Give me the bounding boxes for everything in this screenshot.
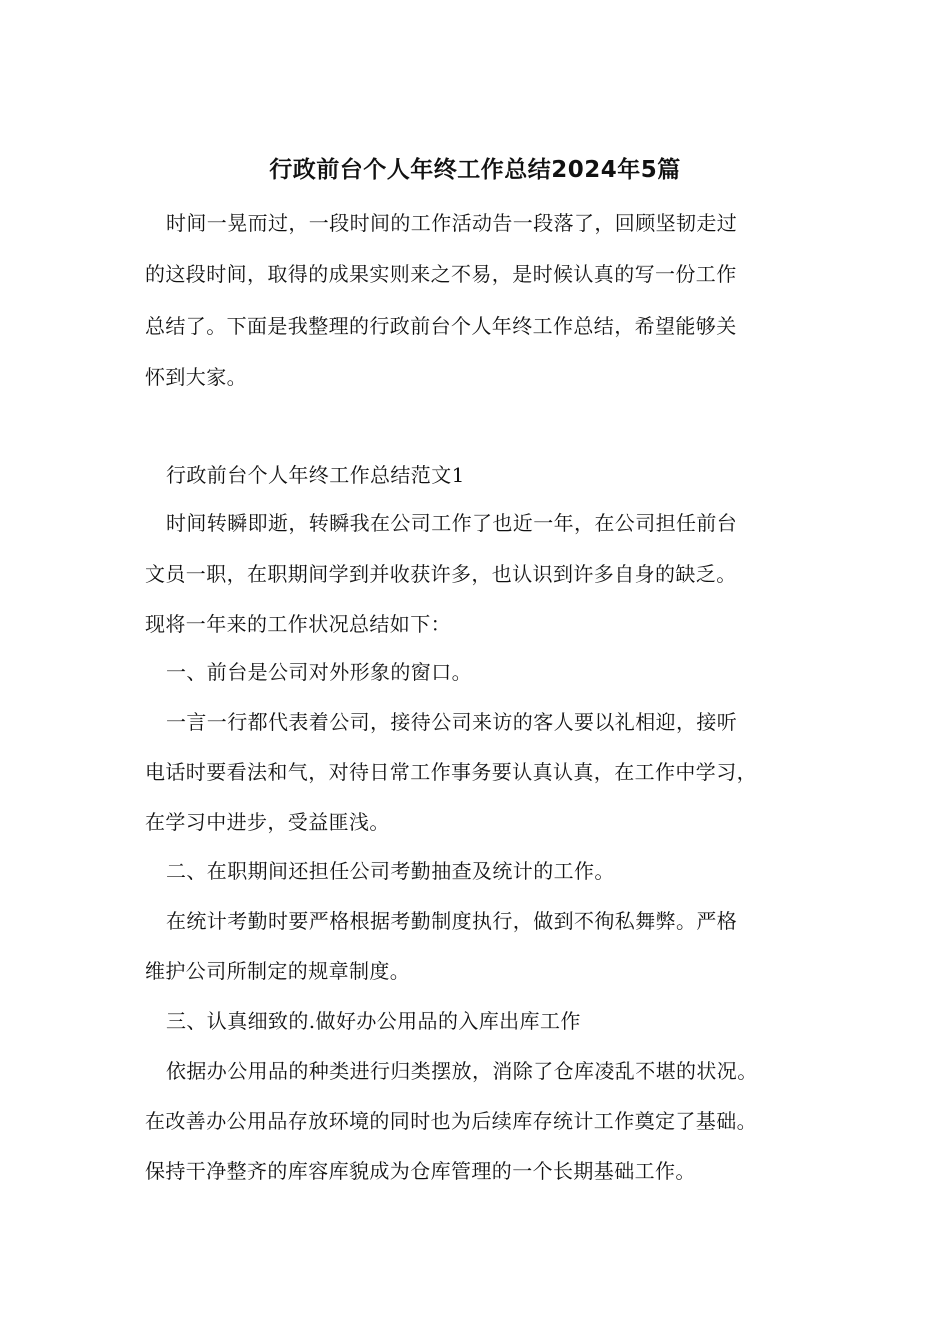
- section-heading: 行政前台个人年终工作总结范文1: [166, 463, 465, 487]
- point-1-line-1: 一言一行都代表着公司，接待公司来访的客人要以礼相迎，接听: [166, 710, 738, 734]
- point-2-line-1: 在统计考勤时要严格根据考勤制度执行，做到不徇私舞弊。严格: [166, 909, 738, 933]
- intro-line-4: 怀到大家。: [145, 365, 247, 389]
- point-2-heading: 二、在职期间还担任公司考勤抽查及统计的工作。: [166, 859, 615, 883]
- intro-line-3: 总结了。下面是我整理的行政前台个人年终工作总结，希望能够关: [145, 314, 737, 338]
- point-1-heading: 一、前台是公司对外形象的窗口。: [166, 660, 472, 684]
- point-1-line-3: 在学习中进步，受益匪浅。: [145, 810, 390, 834]
- point-1-line-2: 电话时要看法和气，对待日常工作事务要认真认真，在工作中学习，: [145, 760, 757, 784]
- point-3-heading: 三、认真细致的.做好办公用品的入库出库工作: [166, 1009, 581, 1033]
- point-2-line-2: 维护公司所制定的规章制度。: [145, 959, 411, 983]
- document-title: 行政前台个人年终工作总结2024年5篇: [269, 157, 681, 183]
- point-3-line-2: 在改善办公用品存放环境的同时也为后续库存统计工作奠定了基础。: [145, 1109, 757, 1133]
- section-intro-line-1: 时间转瞬即逝，转瞬我在公司工作了也近一年，在公司担任前台: [166, 511, 738, 535]
- intro-line-1: 时间一晃而过，一段时间的工作活动告一段落了，回顾坚韧走过: [166, 211, 738, 235]
- section-intro-line-3: 现将一年来的工作状况总结如下：: [145, 612, 451, 636]
- point-3-line-3: 保持干净整齐的库容库貌成为仓库管理的一个长期基础工作。: [145, 1159, 696, 1183]
- point-3-line-1: 依据办公用品的种类进行归类摆放，消除了仓库凌乱不堪的状况。: [166, 1059, 758, 1083]
- intro-line-2: 的这段时间，取得的成果实则来之不易，是时候认真的写一份工作: [145, 262, 737, 286]
- section-intro-line-2: 文员一职，在职期间学到并收获许多，也认识到许多自身的缺乏。: [145, 562, 737, 586]
